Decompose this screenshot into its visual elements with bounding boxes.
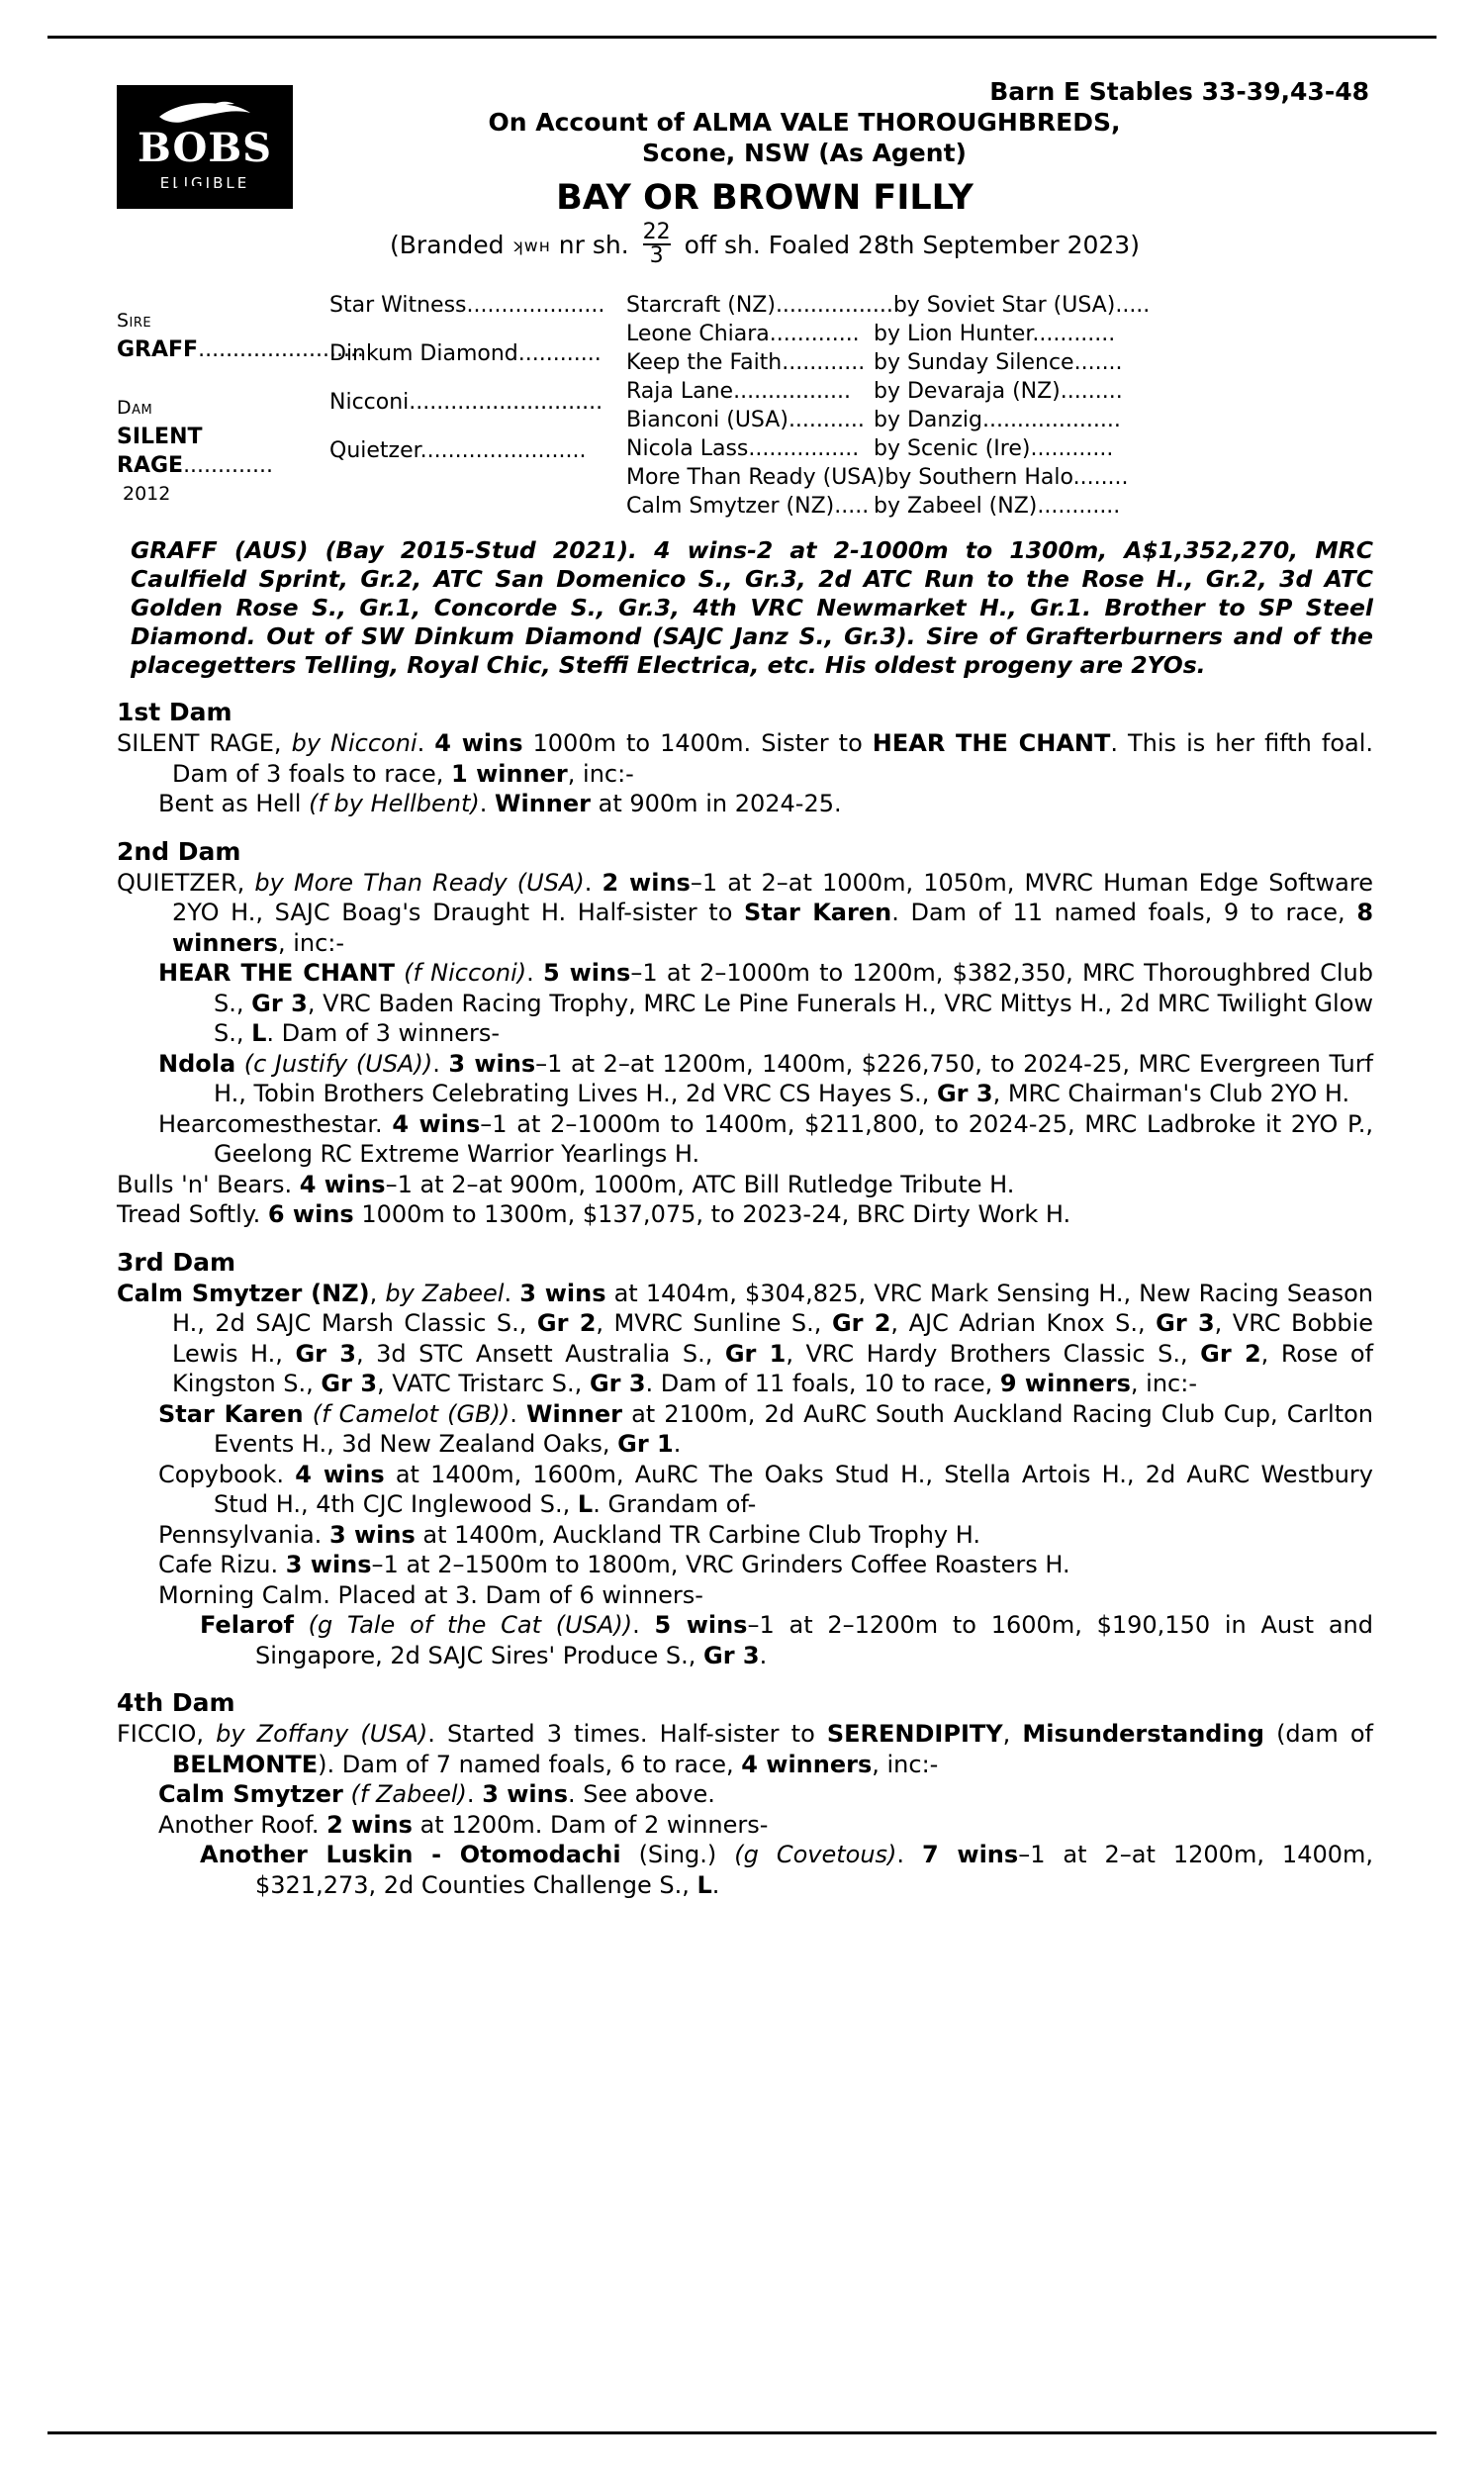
bobs-wordmark: BOBS [137, 125, 273, 171]
pedigree-col-parents [117, 291, 364, 521]
gen3-by-1: by Lion Hunter [874, 322, 1033, 346]
gen2-dots-1: ............ [517, 341, 602, 366]
pedigree-entry: Another Roof. 2 wins at 1200m. Dam of 2 winners- [158, 1810, 769, 1839]
brand-fraction-denominator: 3 [643, 243, 671, 267]
page-title: BAY OR BROWN FILLY [556, 178, 974, 218]
gen3-name-3: Raja Lane................. [626, 379, 851, 404]
sire-name: GRAFF [117, 337, 199, 362]
pedigree-col-great-grandparents [626, 291, 1373, 521]
sire-label: Sire [117, 310, 152, 332]
dam-label: Dam [117, 397, 153, 419]
gen2-name-0: Star Witness [329, 293, 467, 318]
horse-swoosh-icon [157, 99, 252, 125]
dam-dots: ............. [183, 453, 273, 478]
sire-dots: ........................ [198, 337, 364, 362]
pedigree-entry: Bulls 'n' Bears. 4 wins–1 at 2–at 900m, 1000m, ATC Bill Rutledge Tribute H. [117, 1170, 1015, 1198]
bobs-eligible-label: ELIGIBLE [159, 174, 250, 192]
gen3-name-0: Starcraft (NZ)................. [626, 293, 893, 318]
sire-summary-paragraph: GRAFF (AUS) (Bay 2015-Stud 2021). 4 wins-2 at 2-1000m to 1300m, A$1,352,270, MRC Caulfield Sprint, Gr.2, ATC San Domenico S., Gr.3, 2d ATC Run to the Rose H., Gr.2, 3d ATC Golden Rose S., Gr.1, Concorde S., Gr.3, 4th VRC Newmarket H., Gr.1. Brother to SP Steel Diamond. Out of SW Dinkum Diamond (SAJC Janz S., Gr.3). Sire of Grafterburners and of the placegetters Telling, Royal Chic, Steffi Electrica, etc. His oldest progeny are 2YOs. [131, 536, 1373, 679]
branding-line [117, 220, 1373, 269]
gen3-by-4: by Danzig [874, 408, 982, 432]
gen3-name-4: Bianconi (USA)........... [626, 408, 865, 432]
lot-number: Lot 65 [117, 182, 209, 212]
pedigree-entry: Calm Smytzer (f Zabeel). 3 wins. See above. [158, 1780, 715, 1808]
gen3-by-6: by Southern Halo [884, 465, 1073, 490]
gen3-tail-0: ..... [1115, 293, 1151, 318]
gen3-name-6: More Than Ready (USA) [626, 465, 885, 490]
gen2-name-3: Quietzer [329, 438, 420, 463]
pedigree-entry: Another Luskin - Otomodachi (Sing.) (g Covetous). 7 wins–1 at 2–at 1200m, 1400m, $321,273, 2d Counties Challenge S., L. [200, 1841, 1374, 1899]
gen3-by-7: by Zabeel (NZ) [874, 494, 1038, 519]
pedigree-entry: Ndola (c Justify (USA)). 3 wins–1 at 2–at 1200m, 1400m, $226,750, to 2024-25, MRC Evergreen Turf H., Tobin Brothers Celebrating Lives H., 2d VRC CS Hayes S., Gr 3, MRC Chairman's Club 2YO H. [158, 1049, 1374, 1107]
gen2-name-2: Nicconi [329, 390, 410, 415]
barn-stables-label: Barn E Stables 33-39,43-48 [989, 77, 1369, 106]
pedigree-entry: HEAR THE CHANT (f Nicconi). 5 wins–1 at 2–1000m to 1200m, $382,350, MRC Thoroughbred Club S., Gr 3, VRC Baden Racing Trophy, MRC Le Pine Funerals H., VRC Mittys H., 2d MRC Twilight Glow S., L. Dam of 3 winners- [158, 959, 1374, 1047]
gen3-by-5: by Scenic (Ire) [874, 436, 1031, 461]
pedigree-entry: Bent as Hell (f by Hellbent). Winner at 900m in 2024-25. [158, 790, 842, 817]
pedigree-col-grandparents [329, 291, 626, 521]
pedigree-entry: Pennsylvania. 3 wins at 1400m, Auckland TR Carbine Club Trophy H. [158, 1520, 981, 1549]
branded-pre: (Branded [390, 231, 505, 259]
bottom-divider [47, 2431, 1437, 2434]
gen3-tail-2: ....... [1073, 350, 1123, 375]
pedigree-entry: Copybook. 4 wins at 1400m, 1600m, AuRC The Oaks Stud H., Stella Artois H., 2d AuRC Westbury Stud H., 4th CJC Inglewood S., L. Grandam of- [158, 1460, 1373, 1518]
dam-name: SILENT RAGE [117, 425, 203, 478]
page-content [117, 77, 1373, 1900]
pedigree-entry: Calm Smytzer (NZ), by Zabeel. 3 wins at 1404m, $304,825, VRC Mark Sensing H., New Racing Season H., 2d SAJC Marsh Classic S., Gr 2, MVRC Sunline S., Gr 2, AJC Adrian Knox S., Gr 3, VRC Bobbie Lewis H., Gr 3, 3d STC Ansett Australia S., Gr 1, VRC Hardy Brothers Classic S., Gr 2, Rose of Kingston S., Gr 3, VATC Tristarc S., Gr 3. Dam of 11 foals, 10 to race, 9 winners, inc:- [117, 1279, 1374, 1397]
branded-post: off sh. Foaled 28th September 2023) [684, 231, 1140, 259]
dam-section-heading: 2nd Dam [117, 836, 241, 866]
pedigree-entry: Star Karen (f Camelot (GB)). Winner at 2100m, 2d AuRC South Auckland Racing Club Cup, Carlton Events H., 3d New Zealand Oaks, Gr 1. [158, 1399, 1374, 1458]
pedigree-entry: FICCIO, by Zoffany (USA). Started 3 times. Half-sister to SERENDIPITY, Misunderstanding (dam of BELMONTE). Dam of 7 named foals, 6 to race, 4 winners, inc:- [117, 1720, 1373, 1778]
gen3-tail-1: ............ [1032, 322, 1116, 346]
gen3-by-0: by Soviet Star (USA) [892, 293, 1116, 318]
gen3-tail-4: .................... [981, 408, 1121, 432]
dam-year: 2012 [123, 483, 171, 505]
brand-fraction-numerator: 22 [642, 220, 671, 244]
gen3-name-2: Keep the Faith............ [626, 350, 866, 375]
pedigree-entry: Morning Calm. Placed at 3. Dam of 6 winners- [158, 1580, 703, 1609]
gen2-dots-0: .................... [466, 293, 605, 318]
gen3-tail-5: ............ [1030, 436, 1114, 461]
pedigree-entry: Cafe Rizu. 3 wins–1 at 2–1500m to 1800m, VRC Grinders Coffee Roasters H. [158, 1551, 1070, 1578]
dam-section-heading: 1st Dam [117, 698, 232, 726]
gen3-tail-7: ............ [1037, 494, 1121, 519]
dam-sections [117, 698, 1373, 1900]
pedigree-entry: Hearcomesthestar. 4 wins–1 at 2–1000m to 1400m, $211,800, to 2024-25, MRC Ladbroke it 2YO P., Geelong RC Extreme Warrior Yearlings H. [158, 1109, 1374, 1168]
gen3-name-7: Calm Smytzer (NZ)..... [626, 494, 870, 519]
gen3-name-5: Nicola Lass................ [626, 436, 860, 461]
gen2-dots-3: ........................ [419, 438, 587, 463]
gen2-name-1: Dinkum Diamond [329, 341, 518, 366]
gen3-by-2: by Sunday Silence [874, 350, 1074, 375]
gen3-by-3: by Devaraja (NZ) [874, 379, 1061, 404]
brand-mark-icon: ʞᴡʜ [511, 237, 551, 256]
account-line-2: Scone, NSW (As Agent) [642, 139, 967, 167]
header [117, 77, 1373, 269]
pedigree-table [117, 291, 1373, 521]
pedigree-entry: Tread Softly. 6 wins 1000m to 1300m, $137,075, to 2023-24, BRC Dirty Work H. [117, 1200, 1071, 1228]
branded-mid: nr sh. [558, 231, 629, 259]
gen3-tail-6: ........ [1072, 465, 1129, 490]
dam-section-heading: 3rd Dam [117, 1247, 235, 1277]
pedigree-entry: SILENT RAGE, by Nicconi. 4 wins 1000m to 1400m. Sister to HEAR THE CHANT. This is her fifth foal. Dam of 3 foals to race, 1 winner, inc:- [117, 729, 1374, 788]
pedigree-entry: QUIETZER, by More Than Ready (USA). 2 wins–1 at 2–at 1000m, 1050m, MVRC Human Edge Software 2YO H., SAJC Boag's Draught H. Half-sister to Star Karen. Dam of 11 named foals, 9 to race, 8 winners, inc:- [117, 868, 1374, 957]
gen2-dots-2: ............................ [409, 390, 603, 415]
gen3-name-1: Leone Chiara............. [626, 322, 860, 346]
dam-section-heading: 4th Dam [117, 1688, 235, 1717]
brand-fraction [643, 222, 671, 267]
pedigree-entry: Felarof (g Tale of the Cat (USA)). 5 wins–1 at 2–1200m to 1600m, $190,150 in Aust and Singapore, 2d SAJC Sires' Produce S., Gr 3. [200, 1611, 1373, 1669]
top-divider [47, 36, 1437, 39]
account-line-1: On Account of ALMA VALE THOROUGHBREDS, [488, 108, 1121, 137]
gen3-tail-3: ......... [1060, 379, 1123, 404]
